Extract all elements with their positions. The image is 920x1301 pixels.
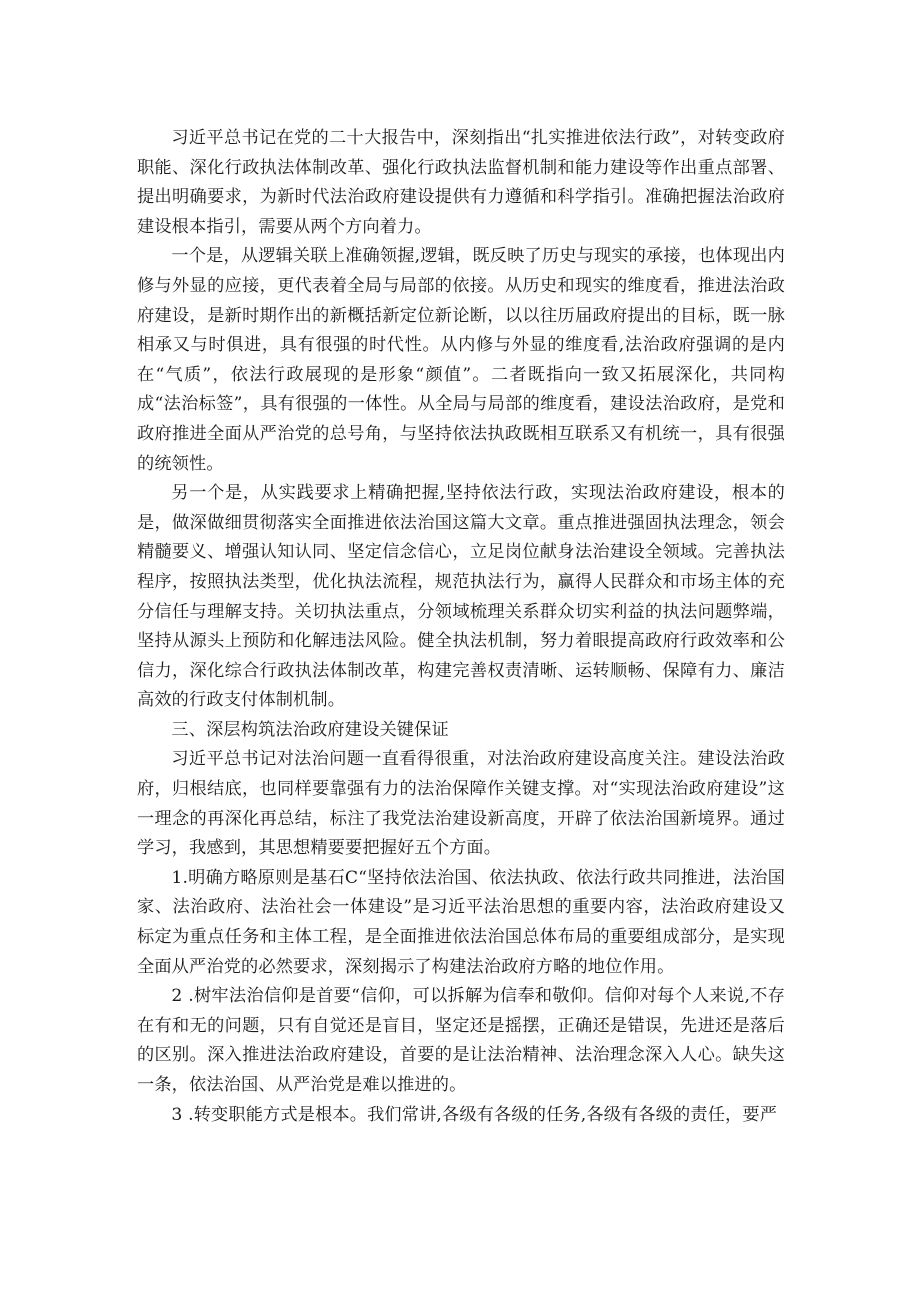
paragraph-intro: 习近平总书记在党的二十大报告中，深刻指出“扎实推进依法行政”，对转变政府职能、深化行政执法体制改革、强化行政执法监督机制和能力建设等作出重点部署、提出明确要求，为新时代法治政府建设提供有力遵循和科学指引。准确把握法治政府建设根本指引，需要从两个方向着力。 — [137, 128, 785, 237]
paragraph-point-3: 3 .转变职能方式是根本。我们常讲,各级有各级的任务,各级有各级的责任，要严 — [171, 1104, 778, 1125]
paragraph-point-2: 2 .树牢法治信仰是首要“信仰，可以拆解为信奉和敬仰。信仰对每个人来说,不存在有和无的问题，只有自觉还是盲目，坚定还是摇摆，正确还是错误，先进还是落后的区别。深入推进法治政府建设，首要的是让法治精神、法治理念深入人心。缺失这一条，依法治国、从严治党是难以推进的。 — [137, 986, 785, 1095]
section-heading: 三、深层构筑法治政府建设关键保证 — [171, 719, 449, 740]
paragraph-point-1: 1.明确方略原则是基石C“坚持依法治国、依法执政、依法行政共同推进，法治国家、法治政府、法治社会一体建设”是习近平法治思想的重要内容，法治政府建设又标定为重点任务和主体工程，是全面推进依法治国总体布局的重要组成部分，是实现全面从严治党的必然要求，深刻揭示了构建法治政府方略的地位作用。 — [137, 867, 785, 977]
document-body — [137, 124, 785, 1130]
paragraph-practice: 另一个是，从实践要求上精确把握,坚持依法行政，实现法治政府建设，根本的是，做深做细贯彻落实全面推进依法治国这篇大文章。重点推进强固执法理念，领会精髓要义、增强认知认同、坚定信念信心，立足岗位献身法治建设全领域。完善执法程序，按照执法类型，优化执法流程，规范执法行为，赢得人民群众和市场主体的充分信任与理解支持。关切执法重点，分领域梳理关系群众切实利益的执法问题弊端，坚持从源头上预防和化解违法风险。健全执法机制，努力着眼提高政府行政效率和公信力，深化综合行政执法体制改革，构建完善权责清晰、运转顺畅、保障有力、廉洁高效的行政支付体制机制。 — [137, 483, 785, 711]
paragraph-section-intro: 习近平总书记对法治问题一直看得很重，对法治政府建设高度关注。建设法治政府，归根结底，也同样要靠强有力的法治保障作关键支撑。对“实现法治政府建设”这一理念的再深化再总结，标注了我党法治建设新高度，开辟了依法治国新境界。通过学习，我感到，其思想精要要把握好五个方面。 — [137, 749, 785, 859]
paragraph-logic: 一个是，从逻辑关联上准确领握,逻辑，既反映了历史与现实的承接，也体现出内修与外显的应接，更代表着全局与局部的依接。从历史和现实的维度看，推进法治政府建设，是新时期作出的新概括新定位新论断，以以往历届政府提出的目标，既一脉相承又与时俱进，具有很强的时代性。从内修与外显的维度看,法治政府强调的是内在“气质”，依法行政展现的是形象“颜值”。二者既指向一致又拓展深化，共同构成“法治标签”，具有很强的一体性。从全局与局部的维度看，建设法治政府，是党和政府推进全面从严治党的总号角，与坚持依法执政既相互联系又有机统一，具有很强的统领性。 — [137, 246, 785, 474]
